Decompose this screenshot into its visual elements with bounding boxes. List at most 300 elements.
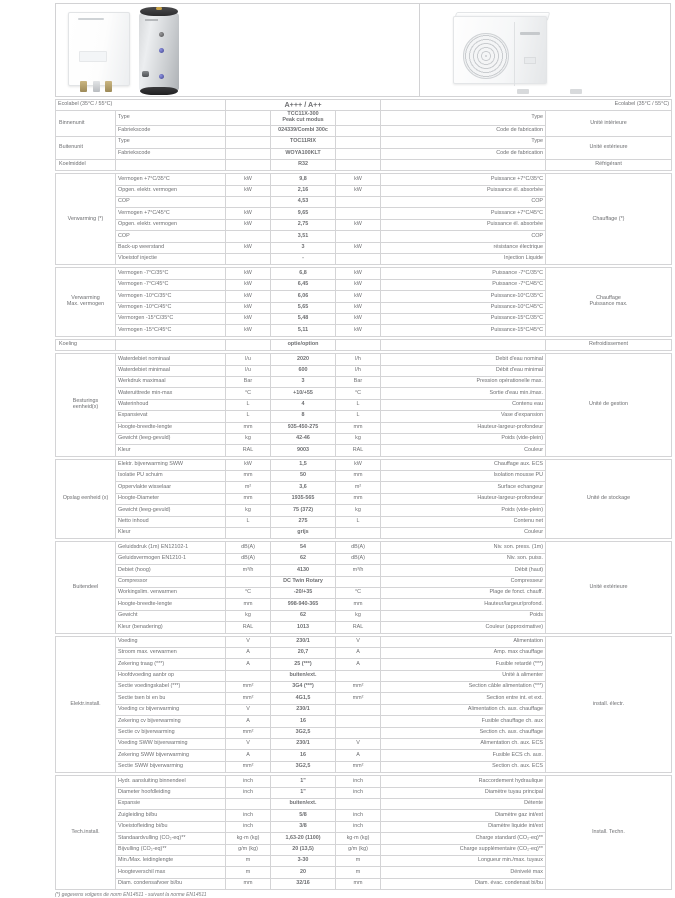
row-label-fr: Vase d'expansion <box>381 411 546 422</box>
indoor-unit-mode: Peak cut modus <box>282 117 324 124</box>
row-unit-right <box>336 159 381 170</box>
row-unit-left <box>226 111 271 125</box>
group-indoor-unit-fr: Unité intérieure <box>546 111 672 137</box>
row-unit-left: kW <box>226 325 271 336</box>
row-value: buiten/ext. <box>271 670 336 681</box>
row-label-nl: Vermogen -10°C/35°C <box>116 291 226 302</box>
row-unit-left: L <box>226 411 271 422</box>
row-label-nl: Diam. condensafvoer bi/bu <box>116 878 226 889</box>
row-label-fr: Poids (vide-plein) <box>381 505 546 516</box>
row-label-nl: Geluidsvermogen EN1210-1 <box>116 553 226 564</box>
row-label-nl: Vloeistof injectie <box>116 254 226 265</box>
row-unit-left: kg <box>226 433 271 444</box>
row-label-nl: Standaardvulling (CO₂-eq)** <box>116 833 226 844</box>
outdoor-unit-casing <box>453 16 547 84</box>
row-unit-right: kg <box>336 505 381 516</box>
table-row <box>56 268 672 279</box>
row-unit-right: mm² <box>336 682 381 693</box>
row-unit-left: mm <box>226 599 271 610</box>
row-label-nl: Zekering cv bijverwarming <box>116 716 226 727</box>
row-value: 230/1 <box>271 636 336 647</box>
row-unit-left: kg <box>226 610 271 621</box>
outdoor-unit-foot-right <box>570 89 582 94</box>
row-unit-left: A <box>226 647 271 658</box>
row-label-fr: Plage de fonct. chauff. <box>381 587 546 598</box>
group-heating_max-fr: Chauffage Puissance max. <box>546 268 672 336</box>
row-label-fr: Alimentation ch. aux. chauffage <box>381 704 546 715</box>
electrical-table <box>55 636 672 774</box>
row-unit-right: dB(A) <box>336 542 381 553</box>
row-unit-left: mm² <box>226 761 271 772</box>
row-unit-left: RAL <box>226 445 271 456</box>
row-value: grijs <box>271 528 336 539</box>
row-value: TOC11RIX <box>271 137 336 148</box>
cylinder-label <box>145 19 158 21</box>
row-label-fr: Hauteur-largeur-profondeur <box>381 493 546 504</box>
row-unit-left: inch <box>226 810 271 821</box>
row-unit-right: kW <box>336 219 381 230</box>
row-unit-right <box>336 125 381 136</box>
row-value: 5/8 <box>271 810 336 821</box>
row-unit-left: A <box>226 716 271 727</box>
table-row <box>56 776 672 787</box>
row-label-nl: Zuigleiding bi/bu <box>116 810 226 821</box>
row-label-fr: Contenu net <box>381 516 546 527</box>
row-value: 16 <box>271 716 336 727</box>
row-unit-left <box>226 125 271 136</box>
row-value: 16 <box>271 750 336 761</box>
row-unit-right <box>336 111 381 125</box>
row-unit-left: A <box>226 750 271 761</box>
row-label-fr: Puissance -7°C/45°C <box>381 279 546 290</box>
row-unit-right: kW <box>336 291 381 302</box>
group-outdoor: Buitendeel <box>56 542 116 633</box>
row-label-fr: Isolation mousse PU <box>381 471 546 482</box>
row-value: buiten/ext. <box>271 799 336 810</box>
row-label-fr: Fusible chauffage ch. aux <box>381 716 546 727</box>
table-row <box>56 459 672 470</box>
row-unit-right: kg <box>336 433 381 444</box>
row-label-fr: Débit (haut) <box>381 565 546 576</box>
row-unit-right: l/h <box>336 354 381 365</box>
row-unit-right: kW <box>336 279 381 290</box>
row-label-fr: Diamètre gaz int/ext <box>381 810 546 821</box>
group-heating_max: Verwarming Max. vermogen <box>56 268 116 336</box>
row-unit-left: kW <box>226 174 271 185</box>
product-image-band <box>55 3 671 97</box>
row-label-nl: Waterinhoud <box>116 399 226 410</box>
indoor-wall-unit-image <box>68 12 130 86</box>
row-label-nl: Netto inhoud <box>116 516 226 527</box>
row-unit-left: dB(A) <box>226 553 271 564</box>
row-label-nl: Opgen. elektr. vermogen <box>116 185 226 196</box>
row-unit-right: m <box>336 867 381 878</box>
row-label-nl: Debiet (hoog) <box>116 565 226 576</box>
group-technical-fr: Install. Techn. <box>546 776 672 890</box>
row-unit-right: m <box>336 855 381 866</box>
group-outdoor-unit: Buitenunit <box>56 137 116 160</box>
table-row-ecolabel <box>56 100 672 111</box>
row-value: WOYA100KLT <box>271 148 336 159</box>
row-value: 42-46 <box>271 433 336 444</box>
row-unit-right <box>336 727 381 738</box>
row-label-nl: Waterdebiet nominaal <box>116 354 226 365</box>
row-unit-right: °C <box>336 587 381 598</box>
row-value: 32/16 <box>271 878 336 889</box>
row-label-fr: Section câble alimentation (***) <box>381 682 546 693</box>
row-unit-right: kW <box>336 325 381 336</box>
row-value: 998-940-365 <box>271 599 336 610</box>
row-label-fr: Chauffage aux. ECS <box>381 459 546 470</box>
row-unit-left <box>226 576 271 587</box>
row-value: 3-30 <box>271 855 336 866</box>
row-unit-left: A <box>226 659 271 670</box>
row-unit-right <box>336 231 381 242</box>
row-unit-left: V <box>226 636 271 647</box>
row-unit-right <box>336 137 381 148</box>
row-unit-left <box>226 137 271 148</box>
group-refrigerant-fr: Réfrigérant <box>546 159 672 170</box>
table-row <box>56 174 672 185</box>
row-label-nl: Oppervlakte wisselaar <box>116 482 226 493</box>
row-value: 3 <box>271 376 336 387</box>
row-unit-right: L <box>336 399 381 410</box>
row-unit-left: Bar <box>226 376 271 387</box>
row-unit-left: L <box>226 516 271 527</box>
row-value: 3G2,5 <box>271 727 336 738</box>
row-label-fr: Diamètre liquide int/ext <box>381 821 546 832</box>
row-label-nl: Expansie <box>116 799 226 810</box>
row-label-fr: Dénivelé max <box>381 867 546 878</box>
row-unit-right: °C <box>336 388 381 399</box>
row-unit-left: kg <box>226 505 271 516</box>
row-unit-left: kW <box>226 208 271 219</box>
row-label-fr: Couleur <box>381 445 546 456</box>
row-label-fr <box>381 159 546 170</box>
row-label-fr: Puissance +7°C/45°C <box>381 208 546 219</box>
row-label-nl: COP <box>116 197 226 208</box>
ecolabel-label-fr: Ecolabel (35°C / 55°C) <box>381 100 672 111</box>
row-unit-right <box>336 148 381 159</box>
row-value: DC Twin Rotary <box>271 576 336 587</box>
row-label-nl: Fabriekscode <box>116 125 226 136</box>
row-label-fr: Couleur (approximative) <box>381 622 546 633</box>
row-unit-right <box>336 197 381 208</box>
row-unit-right: kW <box>336 313 381 324</box>
row-unit-right <box>336 208 381 219</box>
table-row <box>56 159 672 170</box>
row-value: 5,65 <box>271 302 336 313</box>
row-unit-right <box>336 339 381 350</box>
group-outdoor-unit-fr: Unité extérieure <box>546 137 672 160</box>
row-unit-left: mm <box>226 422 271 433</box>
row-label-fr: Puissance +7°C/35°C <box>381 174 546 185</box>
row-unit-left: l/u <box>226 365 271 376</box>
row-unit-right <box>336 528 381 539</box>
control-unit-table <box>55 353 672 457</box>
row-label-fr: Injection Liquide <box>381 254 546 265</box>
row-label-fr: Fusible ECS ch. aux. <box>381 750 546 761</box>
row-label-nl: Vloeistofleiding bi/bu <box>116 821 226 832</box>
row-unit-right: m³/h <box>336 565 381 576</box>
row-label-nl: Min./Max. leidinglengte <box>116 855 226 866</box>
row-label-nl <box>116 159 226 170</box>
row-value: 230/1 <box>271 704 336 715</box>
cooling-table <box>55 339 672 351</box>
row-unit-right <box>336 670 381 681</box>
heating-max-table <box>55 267 672 336</box>
row-label-nl <box>116 339 226 350</box>
row-value <box>271 111 336 125</box>
outdoor-unit-image <box>453 12 558 90</box>
cylinder-top-fitting <box>156 7 162 10</box>
row-value: 4130 <box>271 565 336 576</box>
cylinder-port-4 <box>142 71 149 77</box>
group-heating-fr: Chauffage (*) <box>546 174 672 265</box>
row-unit-left: mm <box>226 471 271 482</box>
row-unit-left: kW <box>226 185 271 196</box>
row-label-fr: Pression opérationelle max. <box>381 376 546 387</box>
row-label-fr: Fusible retardé (***) <box>381 659 546 670</box>
outdoor-unit-table <box>55 541 672 633</box>
row-unit-left: °C <box>226 587 271 598</box>
row-unit-left <box>226 670 271 681</box>
group-outdoor-fr: Unité extérieure <box>546 542 672 633</box>
row-unit-right: V <box>336 739 381 750</box>
row-label-nl: Sectie voedingskabel (***) <box>116 682 226 693</box>
row-label-nl: Kleur <box>116 445 226 456</box>
row-label-nl: Hoofdvoeding aanbr op <box>116 670 226 681</box>
row-unit-right: kg·m (kg) <box>336 833 381 844</box>
row-unit-left: m³/h <box>226 565 271 576</box>
row-label-nl: Sectie cv bijverwarming <box>116 727 226 738</box>
row-unit-right: kg <box>336 610 381 621</box>
row-unit-left: kW <box>226 219 271 230</box>
row-unit-left: m <box>226 867 271 878</box>
indoor-unit-brand-mark <box>78 18 104 20</box>
row-value: 4,53 <box>271 197 336 208</box>
identification-table <box>55 99 672 171</box>
ecolabel-label-nl: Ecolabel (35°C / 55°C) <box>56 100 226 111</box>
row-label-nl: Zekering traag (***) <box>116 659 226 670</box>
row-value: 2,75 <box>271 219 336 230</box>
row-unit-left <box>226 231 271 242</box>
row-value: 1" <box>271 787 336 798</box>
row-label-nl: Vermorgen -15°C/35°C <box>116 313 226 324</box>
row-label-nl: Geluidsdruk (1m) EN12102-1 <box>116 542 226 553</box>
row-label-nl: Fabriekscode <box>116 148 226 159</box>
table-row <box>56 339 672 350</box>
row-value: 3G2,5 <box>271 761 336 772</box>
row-unit-left: inch <box>226 787 271 798</box>
row-value: 9003 <box>271 445 336 456</box>
row-label-fr: Couleur <box>381 528 546 539</box>
row-unit-right: kW <box>336 242 381 253</box>
row-value: 9,65 <box>271 208 336 219</box>
row-value: 600 <box>271 365 336 376</box>
row-label-nl: Opgen. elektr. vermogen <box>116 219 226 230</box>
row-unit-right: mm² <box>336 693 381 704</box>
row-unit-left: mm² <box>226 682 271 693</box>
row-label-fr: Poids (vide-plein) <box>381 433 546 444</box>
row-label-fr: Niv. son. puiss. <box>381 553 546 564</box>
row-label-nl: Hoogte-breedte-lengte <box>116 599 226 610</box>
row-label-fr: Charge supplémentaire (CO₂-eq)** <box>381 844 546 855</box>
row-value: 25 (***) <box>271 659 336 670</box>
row-label-nl: Waterdebiet minimaal <box>116 365 226 376</box>
row-label-nl: Type <box>116 111 226 125</box>
row-label-fr: Puissance-10°C/35°C <box>381 291 546 302</box>
row-unit-left: RAL <box>226 622 271 633</box>
row-label-fr: COP <box>381 231 546 242</box>
row-unit-right: kW <box>336 459 381 470</box>
row-unit-left: dB(A) <box>226 542 271 553</box>
row-unit-left: kW <box>226 313 271 324</box>
row-unit-right: mm² <box>336 761 381 772</box>
row-value: 1935-565 <box>271 493 336 504</box>
row-unit-right: kW <box>336 268 381 279</box>
row-label-fr: Section ch. aux. chauffage <box>381 727 546 738</box>
storage-table <box>55 459 672 540</box>
row-label-fr: Puissance-15°C/35°C <box>381 313 546 324</box>
row-label-fr: Niv. son. press. (1m) <box>381 542 546 553</box>
row-label-fr: Contenu eau <box>381 399 546 410</box>
group-control_unit-fr: Unité de gestion <box>546 354 672 457</box>
row-unit-right: kW <box>336 302 381 313</box>
group-cooling-fr: Refroidissement <box>546 339 672 350</box>
row-unit-right: L <box>336 516 381 527</box>
row-value: 8 <box>271 411 336 422</box>
row-unit-left: mm <box>226 493 271 504</box>
row-value: 3/8 <box>271 821 336 832</box>
specification-tables <box>55 99 671 890</box>
row-value: 62 <box>271 553 336 564</box>
row-value: 5,48 <box>271 313 336 324</box>
row-label-fr: Puissance -7°C/35°C <box>381 268 546 279</box>
row-value: 20 <box>271 867 336 878</box>
row-label-fr: Hauteur-largeur-profondeur <box>381 422 546 433</box>
row-unit-right: m² <box>336 482 381 493</box>
row-label-fr: Débit d'eau minimal <box>381 365 546 376</box>
row-label-nl: Vermogen -7°C/35°C <box>116 268 226 279</box>
row-label-fr: Alimentation <box>381 636 546 647</box>
water-cylinder-image <box>139 7 179 95</box>
row-unit-right: RAL <box>336 445 381 456</box>
row-unit-left: V <box>226 704 271 715</box>
row-label-nl: Workingslim. verwarmen <box>116 587 226 598</box>
row-label-nl: Vermogen -15°C/45°C <box>116 325 226 336</box>
row-label-fr <box>381 339 546 350</box>
row-label-fr: Unité à alimenter <box>381 670 546 681</box>
row-value: 1,63-20 (1100) <box>271 833 336 844</box>
row-value: 2020 <box>271 354 336 365</box>
row-label-nl: Vermogen -7°C/45°C <box>116 279 226 290</box>
row-label-nl: Stroom max. verwarmen <box>116 647 226 658</box>
row-unit-right <box>336 576 381 587</box>
row-label-nl: COP <box>116 231 226 242</box>
row-label-nl: Type <box>116 137 226 148</box>
group-control_unit: Besturings eenheid(x) <box>56 354 116 457</box>
row-unit-left: inch <box>226 776 271 787</box>
group-storage: Opslag eenheid (x) <box>56 459 116 539</box>
row-label-fr: Type <box>381 111 546 125</box>
heating-table <box>55 173 672 265</box>
row-label-fr: Section ch. aux. ECS <box>381 761 546 772</box>
row-value: +10/+55 <box>271 388 336 399</box>
row-label-nl: Kleur (benadering) <box>116 622 226 633</box>
row-label-nl: Hoogte-Diameter <box>116 493 226 504</box>
row-label-nl: Bijvulling (CO₂-eq)** <box>116 844 226 855</box>
group-indoor-unit: Binnenunit <box>56 111 116 137</box>
row-unit-right <box>336 716 381 727</box>
row-value: 3G4 (***) <box>271 682 336 693</box>
row-unit-right <box>336 254 381 265</box>
row-label-fr: Section entre int. et ext. <box>381 693 546 704</box>
row-label-fr: Puissance él. absorbée <box>381 219 546 230</box>
cylinder-port-2 <box>159 48 164 53</box>
row-unit-left <box>226 528 271 539</box>
group-cooling: Koeling <box>56 339 116 350</box>
cooling-value: optie/option <box>271 339 336 350</box>
row-label-fr: Puissance él. absorbée <box>381 185 546 196</box>
row-label-fr: Hauteur/largeur/profond. <box>381 599 546 610</box>
row-value: 6,45 <box>271 279 336 290</box>
row-label-nl: Sectie tsen bi en bu <box>116 693 226 704</box>
row-unit-left <box>226 799 271 810</box>
table-row <box>56 542 672 553</box>
row-unit-right: dB(A) <box>336 553 381 564</box>
row-label-fr: Type <box>381 137 546 148</box>
row-value: 4 <box>271 399 336 410</box>
row-value: 6,06 <box>271 291 336 302</box>
row-value: 3,51 <box>271 231 336 242</box>
row-label-fr: Code de fabrication <box>381 125 546 136</box>
refrigerant-value: R32 <box>271 159 336 170</box>
row-unit-right: L <box>336 411 381 422</box>
row-label-nl: Hoogteverschil max <box>116 867 226 878</box>
row-label-nl: Back-up weerstand <box>116 242 226 253</box>
row-label-nl: Kleur <box>116 528 226 539</box>
indoor-unit-pipe-left <box>80 81 87 92</box>
group-refrigerant: Koelmiddel <box>56 159 116 170</box>
row-value: 20,7 <box>271 647 336 658</box>
group-electrical: Elektr.install. <box>56 636 116 773</box>
row-label-nl: Gewicht (leeg-gevuld) <box>116 505 226 516</box>
row-unit-left <box>226 159 271 170</box>
row-unit-left <box>226 339 271 350</box>
row-value: 6,8 <box>271 268 336 279</box>
row-unit-left: kW <box>226 291 271 302</box>
row-label-nl: Isolatie PU schuim <box>116 471 226 482</box>
row-label-fr: Puissance-10°C/45°C <box>381 302 546 313</box>
indoor-unit-pipe-center <box>93 81 100 92</box>
fan-grille-icon <box>463 33 509 79</box>
row-value: 4G1,5 <box>271 693 336 704</box>
row-unit-left: l/u <box>226 354 271 365</box>
row-unit-left <box>226 197 271 208</box>
row-label-nl: Vermogen +7°C/45°C <box>116 208 226 219</box>
outdoor-unit-brand-mark <box>520 32 540 35</box>
row-label-fr: COP <box>381 197 546 208</box>
cylinder-base <box>140 87 178 95</box>
row-unit-right: mm <box>336 422 381 433</box>
row-label-nl: Elektr. bijverwarming SWW <box>116 459 226 470</box>
spec-sheet-page <box>0 3 675 898</box>
row-label-fr: Raccordement hydraulique <box>381 776 546 787</box>
row-value: 1" <box>271 776 336 787</box>
row-label-fr: Longueur min./max. tuyaux <box>381 855 546 866</box>
outdoor-unit-nameplate <box>524 57 536 64</box>
